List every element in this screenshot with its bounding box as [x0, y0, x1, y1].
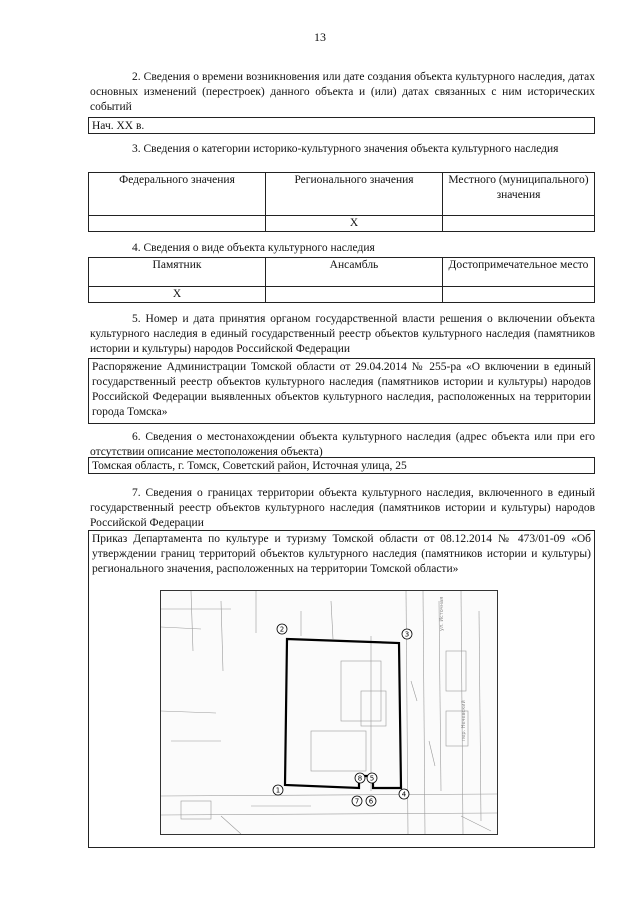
section-2-value: Нач. XX в. — [88, 117, 595, 134]
point-2 — [277, 624, 287, 634]
point-5 — [367, 773, 377, 783]
section-5-heading: 5. Номер и дата принятия органом государственной власти решения о включении объекта культурного наследия в единый государственный реестр объектов культурного наследия (памятников истории и культуры) народов Российской Федерации — [90, 313, 595, 355]
section-7-heading: 7. Сведения о границах территории объекта культурного наследия, включенного в единый государственный реестр объектов культурного наследия (памятников истории и культуры) народов Российской Федерации — [90, 487, 595, 529]
category-mark-federal — [89, 216, 266, 232]
kind-header-row — [89, 258, 595, 287]
section-7-value-text: Приказ Департамента по культуре и туризму Томской области от 08.12.2014 № 473/01-09 «Об утверждении границ территорий объектов культурного наследия (памятников истории и культуры) регионального значения, расположенных на территории Томской области» — [92, 533, 591, 575]
map-street-label-1: ул. Источная — [439, 596, 445, 631]
point-4 — [399, 789, 409, 799]
svg-text:2: 2 — [279, 625, 285, 634]
kind-mark-landmark — [443, 287, 595, 303]
svg-text:7: 7 — [354, 797, 360, 806]
kind-mark-ensemble — [266, 287, 443, 303]
kind-monument: Памятник — [89, 258, 266, 287]
boundary-map-drawing — [161, 591, 497, 834]
section-6-value: Томская область, г. Томск, Советский район, Источная улица, 25 — [88, 457, 595, 474]
kind-mark-monument: Х — [89, 287, 266, 303]
category-header-row — [89, 173, 595, 216]
territory-boundary — [285, 639, 401, 788]
section-6-heading: 6. Сведения о местонахождении объекта культурного наследия (адрес объекта или при его отсутствии описание местоположения объекта) — [90, 431, 595, 458]
boundary-map — [160, 590, 498, 835]
kind-table — [88, 257, 595, 303]
page-number: 13 — [314, 30, 326, 44]
category-table — [88, 172, 595, 232]
map-background-lines — [161, 591, 497, 834]
point-1 — [273, 785, 283, 795]
svg-text:5: 5 — [369, 774, 375, 783]
svg-text:6: 6 — [368, 797, 374, 806]
svg-text:4: 4 — [401, 790, 407, 799]
svg-text:3: 3 — [404, 630, 410, 639]
kind-mark-row — [89, 287, 595, 303]
kind-ensemble: Ансамбль — [266, 258, 443, 287]
section-5-value: Распоряжение Администрации Томской области от 29.04.2014 № 255-ра «О включении в единый государственный реестр объектов культурного наследия (памятников истории и культуры) народов Российской Федерации выявленных объектов культурного наследия, расположенных на территории города Томска» — [88, 358, 595, 424]
category-mark-local — [443, 216, 595, 232]
category-mark-regional: Х — [266, 216, 443, 232]
svg-text:8: 8 — [357, 774, 363, 783]
point-6 — [366, 796, 376, 806]
map-street-labels — [439, 597, 467, 741]
category-local: Местного (муниципального) значения — [443, 173, 595, 216]
category-regional: Регионального значения — [266, 173, 443, 216]
section-4-heading: 4. Сведения о виде объекта культурного наследия — [132, 242, 375, 254]
kind-landmark: Достопримечательное место — [443, 258, 595, 287]
svg-text:1: 1 — [275, 786, 281, 795]
point-3 — [402, 629, 412, 639]
boundary-points — [273, 624, 412, 806]
category-federal: Федерального значения — [89, 173, 266, 216]
point-8 — [355, 773, 365, 783]
section-3-heading: 3. Сведения о категории историко-культурного значения объекта культурного наследия — [132, 143, 559, 155]
category-mark-row — [89, 216, 595, 232]
section-2-heading: 2. Сведения о времени возникновения или дате создания объекта культурного наследия, датах основных изменений (перестроек) данного объекта и (или) датах связанных с ним исторических событий — [90, 71, 595, 113]
point-7 — [352, 796, 362, 806]
map-street-label-2: пер. Нечевский — [461, 700, 467, 741]
